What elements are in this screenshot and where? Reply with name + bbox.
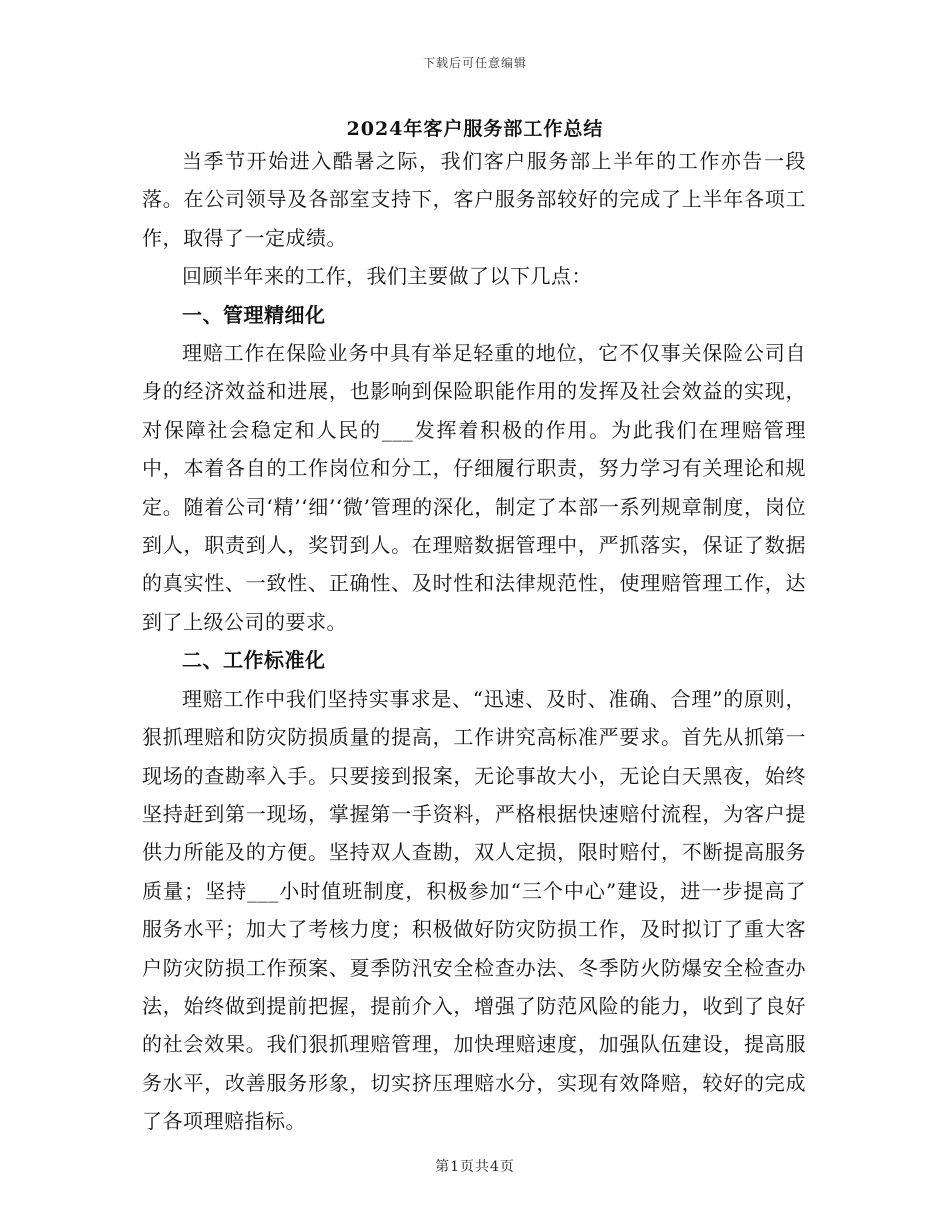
document-title: 2024年客户服务部工作总结 xyxy=(346,118,604,140)
document-body xyxy=(142,142,806,1141)
page-number: 第1页共4页 xyxy=(435,1159,515,1175)
paragraph-review: 回顾半年来的工作，我们主要做了以下几点： xyxy=(182,264,592,289)
paragraph-section-2: 理赔工作中我们坚持实事求是、“迅速、及时、准确、合理”的原则，狠抓理赔和防灾防损质量的提高，工作讲究高标准严要求。首先从抓第一现场的查勘率入手。只要接到报案，无论事故大小，无论白天黑夜，始终坚持赶到第一现场，掌握第一手资料，严格根据快速赔付流程，为客户提供力所能及的方便。坚持双人查勘，双人定损，限时赔付，不断提高服务质量；坚持___小时值班制度，积极参加“三个中心”建设，进一步提高了服务水平；加大了考核力度；积极做好防灾防损工作，及时拟订了重大客户防灾防损工作预案、夏季防汛安全检查办法、冬季防火防爆安全检查办法，始终做到提前把握，提前介入，增强了防范风险的能力，收到了良好的社会效果。我们狠抓理赔管理，加快理赔速度，加强队伍建设，提高服务水平，改善服务形象，切实挤压理赔水分，实现有效降赔，较好的完成了各项理赔指标。 xyxy=(142,686,806,1134)
section-heading-1: 一、管理精细化 xyxy=(182,302,326,327)
paragraph-section-1: 理赔工作在保险业务中具有举足轻重的地位，它不仅事关保险公司自身的经济效益和进展，也影响到保险职能作用的发挥及社会效益的实现，对保障社会稳定和人民的___发挥着积极的作用。为此我们在理赔管理中，本着各自的工作岗位和分工，仔细履行职责，努力学习有关理论和规定。随着公司‘精’‘细’‘微’管理的深化，制定了本部一系列规章制度，岗位到人，职责到人，奖罚到人。在理赔数据管理中，严抓落实，保证了数据的真实性、一致性、正确性、及时性和法律规范性，使理赔管理工作，达到了上级公司的要求。 xyxy=(142,341,806,634)
header-note: 下载后可任意编辑 xyxy=(422,56,527,70)
paragraph-intro: 当季节开始进入酷暑之际，我们客户服务部上半年的工作亦告一段落。在公司领导及各部室支持下，客户服务部较好的完成了上半年各项工作，取得了一定成绩。 xyxy=(142,149,806,250)
section-heading-2: 二、工作标准化 xyxy=(182,648,326,673)
